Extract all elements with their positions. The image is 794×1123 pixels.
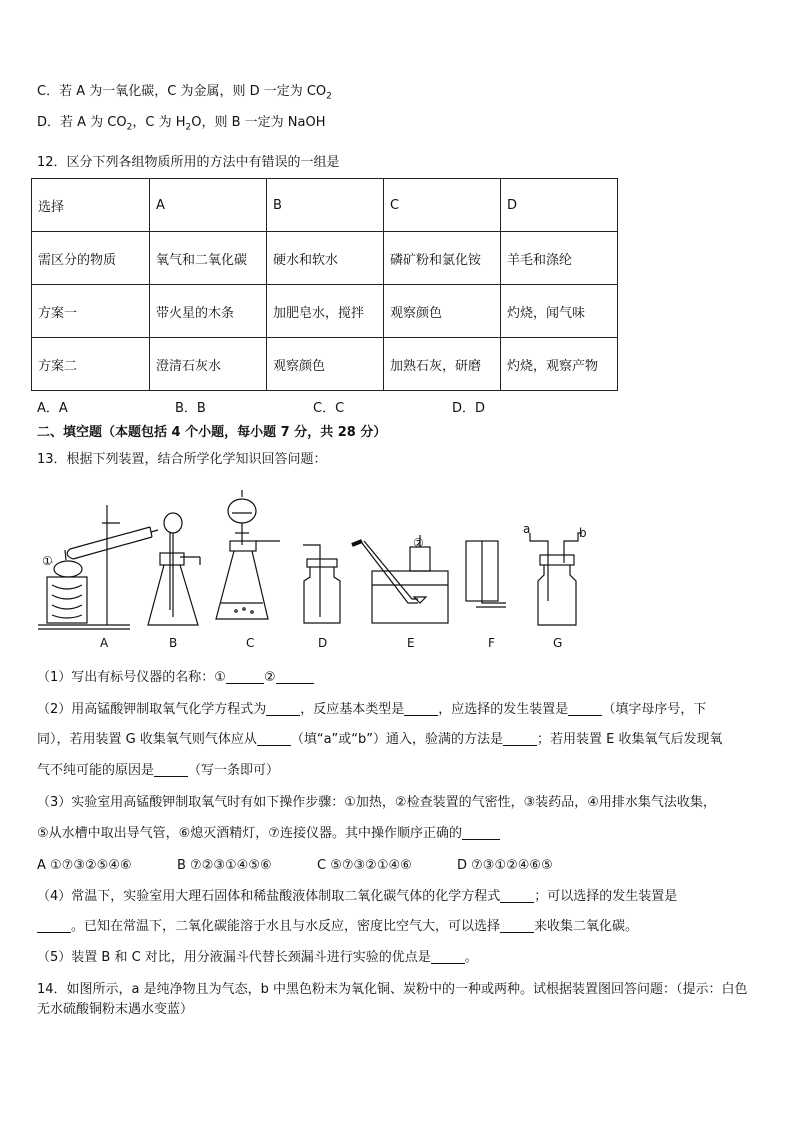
marker-2: ② (413, 536, 424, 550)
table-cell: 选择 (32, 179, 150, 232)
answer-blank[interactable] (503, 731, 537, 746)
label-d: D (318, 636, 328, 650)
answer-blank[interactable] (257, 731, 291, 746)
answer-blank[interactable] (37, 918, 71, 933)
table-cell: C (384, 179, 501, 232)
table-cell: 澄清石灰水 (150, 338, 267, 391)
answer-blank[interactable] (404, 701, 438, 716)
option-c: C ⑤⑦③②①④⑥ (317, 858, 412, 873)
q13-part3-options (37, 856, 597, 876)
q12-table (31, 178, 618, 391)
table-cell: 羊毛和涤纶 (501, 232, 618, 285)
marker-1: ① (42, 554, 53, 568)
q14-stem: 14．如图所示，a 是纯净物且为气态，b 中黑色粉末为氧化铜、炭粉中的一种或两种。试根据装置图回答问题：（提示：白色无水硫酸铜粉末遇水变蓝） (37, 982, 748, 1017)
answer-option-a: A．A (37, 401, 68, 416)
answer-blank[interactable] (276, 669, 314, 684)
q13-part1: （1）写出有标号仪器的名称：① ② (37, 668, 314, 688)
answer-option-b: B．B (175, 401, 206, 416)
answer-blank[interactable] (462, 825, 500, 840)
apparatus-e (352, 535, 448, 623)
label-b: B (169, 636, 178, 650)
q12-answer-options (37, 397, 597, 417)
apparatus-f (466, 541, 506, 607)
table-row (32, 338, 618, 391)
answer-blank[interactable] (154, 762, 188, 777)
q11-option-c: C．若 A 为一氧化碳，C 为金属，则 D 一定为 $CO_2$ (37, 84, 332, 102)
table-cell: 灼烧，闻气味 (501, 285, 618, 338)
q13-part2-line2: 同），若用装置 G 收集氧气则气体应从 （填“a”或“b”）通入，验满的方法是 ；若用装置 E 收集氧气后发现氧 (37, 732, 723, 747)
answer-blank[interactable] (431, 949, 465, 964)
table-cell: B (267, 179, 384, 232)
table-cell: 方案二 (32, 338, 150, 391)
table-cell: 加熟石灰，研磨 (384, 338, 501, 391)
label-g: G (553, 636, 563, 650)
label-f: F (488, 636, 495, 650)
apparatus-figure (30, 485, 590, 655)
port-b: b (579, 526, 587, 540)
q13-stem: 13．根据下列装置，结合所学化学知识回答问题： (37, 452, 327, 467)
answer-blank[interactable] (226, 669, 264, 684)
table-cell: 需区分的物质 (32, 232, 150, 285)
label-c: C (246, 636, 255, 650)
table-cell: D (501, 179, 618, 232)
q13-part5: （5）装置 B 和 C 对比，用分液漏斗代替长颈漏斗进行实验的优点是 。 (37, 950, 478, 965)
q13-part4-line2: 。已知在常温下，二氧化碳能溶于水且与水反应，密度比空气大，可以选择 来收集二氧化碳。 (37, 917, 638, 937)
q13-part3-line1: （3）实验室用高锰酸钾制取氧气时有如下操作步骤：①加热，②检查装置的气密性，③装药品，④用排水集气法收集， (37, 795, 716, 810)
table-cell: 观察颜色 (267, 338, 384, 391)
label-e: E (407, 636, 415, 650)
table-cell: 方案一 (32, 285, 150, 338)
q13-part2-line1: （2）用高锰酸钾制取氧气化学方程式为 ，反应基本类型是 ，应选择的发生装置是 （填字母序号，下 (37, 702, 707, 717)
answer-blank[interactable] (568, 701, 602, 716)
table-cell: 磷矿粉和氯化铵 (384, 232, 501, 285)
apparatus-g (530, 533, 582, 625)
option-b: B ⑦②③①④⑤⑥ (177, 858, 272, 873)
table-cell: A (150, 179, 267, 232)
answer-blank[interactable] (266, 701, 300, 716)
answer-option-c: C．C (313, 401, 345, 416)
table-cell: 灼烧，观察产物 (501, 338, 618, 391)
q13-part4-line1: （4）常温下，实验室用大理石固体和稀盐酸液体制取二氧化碳气体的化学方程式 ；可以选择的发生装置是 (37, 889, 678, 904)
apparatus-d (303, 545, 340, 623)
table-row (32, 232, 618, 285)
table-cell: 硬水和软水 (267, 232, 384, 285)
apparatus-a (38, 505, 158, 629)
apparatus-c (216, 490, 280, 619)
table-cell: 氧气和二氧化碳 (150, 232, 267, 285)
section-heading: 二、填空题（本题包括 4 个小题，每小题 7 分，共 28 分） (37, 425, 387, 440)
port-a: a (523, 522, 531, 536)
answer-blank[interactable] (500, 888, 534, 903)
q13-part2-line3: 气不纯可能的原因是 （写一条即可） (37, 763, 280, 778)
table-cell: 带火星的木条 (150, 285, 267, 338)
q11-option-d: D．若 A 为 $CO_2$，C 为 $H_2O$，则 B 一定为 NaOH (37, 115, 326, 133)
table-row (32, 285, 618, 338)
answer-blank[interactable] (500, 918, 534, 933)
apparatus-b (148, 513, 200, 625)
option-d: D ⑦③①②④⑥⑤ (457, 858, 553, 873)
table-row (32, 179, 618, 232)
table-cell: 观察颜色 (384, 285, 501, 338)
q12-stem: 12．区分下列各组物质所用的方法中有错误的一组是 (37, 155, 340, 170)
table-cell: 加肥皂水，搅拌 (267, 285, 384, 338)
q13-part3-line2: ⑤从水槽中取出导气管，⑥熄灭酒精灯，⑦连接仪器。其中操作顺序正确的 (37, 824, 500, 844)
option-a: A ①⑦③②⑤④⑥ (37, 858, 132, 873)
answer-option-d: D．D (452, 401, 486, 416)
label-a: A (100, 636, 109, 650)
